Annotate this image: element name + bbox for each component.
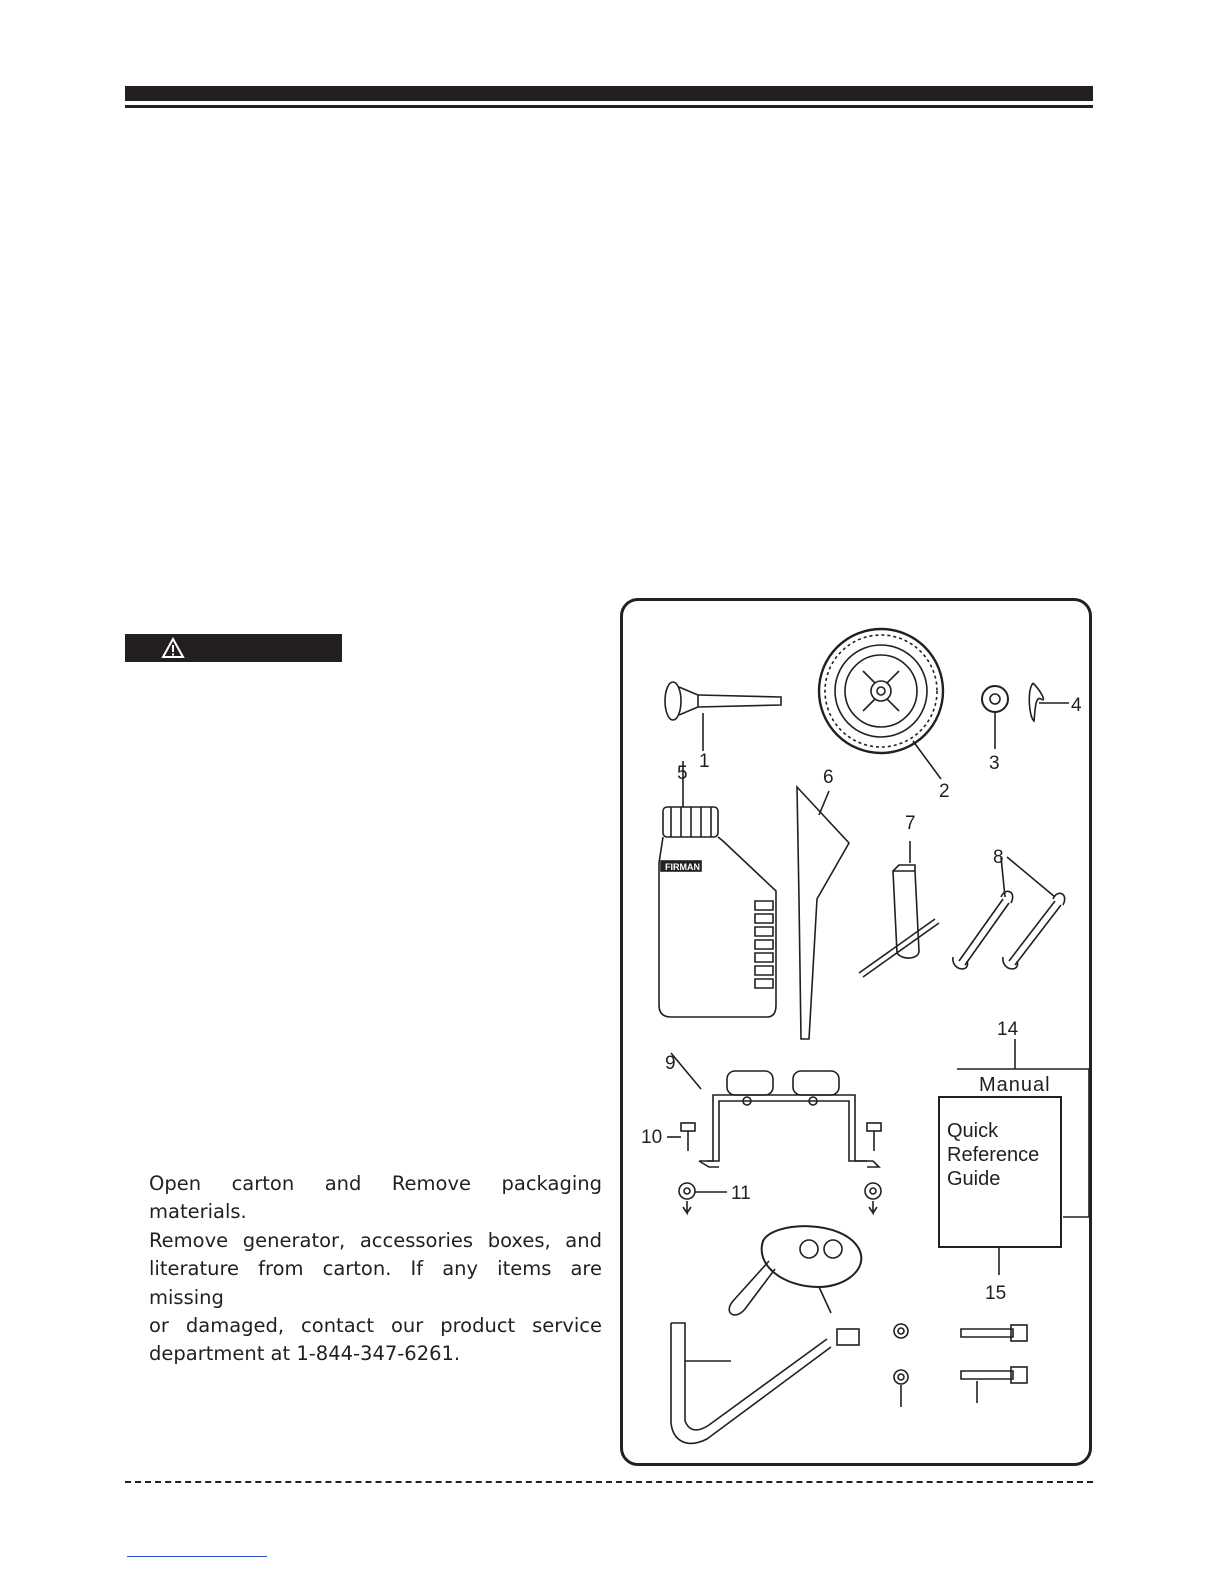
callout-8: 8 (993, 847, 1004, 868)
oil-bottle (659, 761, 776, 1017)
cotter-pin (1029, 683, 1069, 721)
callout-14: 14 (997, 1019, 1019, 1040)
bottle-brand-label: FIRMAN (665, 862, 700, 872)
header-rule-thin (125, 105, 1093, 108)
instruction-line: literature from carton. If any items are missing (149, 1257, 602, 1309)
guide-label-line: Guide (947, 1168, 1001, 1190)
callout-2: 2 (939, 781, 950, 802)
axle-pin (665, 682, 781, 751)
washer (982, 686, 1008, 749)
callout-15: 15 (985, 1283, 1007, 1304)
handle-tube (671, 1323, 859, 1443)
callout-11: 11 (731, 1183, 751, 1204)
callout-10: 10 (641, 1127, 663, 1148)
instruction-line: Open carton and Remove packaging materials. (149, 1172, 602, 1224)
callout-7: 7 (905, 813, 916, 834)
callout-1: 1 (699, 751, 710, 772)
small-hardware (894, 1324, 1027, 1407)
funnel (797, 787, 849, 1039)
unpacking-instructions (149, 1170, 602, 1369)
parts-diagram (623, 601, 1095, 1469)
open-end-wrenches (953, 857, 1065, 969)
bracket-nuts (679, 1183, 881, 1213)
wheel (819, 629, 943, 779)
warning-banner (125, 634, 342, 662)
instruction-line: department at 1-844-347-6261. (149, 1342, 461, 1366)
spark-plug-wrench (859, 841, 939, 977)
callout-6: 6 (823, 767, 834, 788)
parts-diagram-panel (620, 598, 1092, 1466)
guide-label-line: Quick (947, 1120, 999, 1142)
instruction-line: or damaged, contact our product service (149, 1314, 602, 1338)
manual-label: Manual (979, 1074, 1051, 1096)
footer-link-underline[interactable] (127, 1556, 267, 1557)
handle-bracket (671, 1053, 879, 1167)
footer-dashed-divider (125, 1481, 1093, 1483)
guide-label-line: Reference (947, 1144, 1040, 1166)
callout-3: 3 (989, 753, 1000, 774)
callout-4: 4 (1071, 695, 1082, 716)
callout-5: 5 (677, 763, 688, 784)
remote-key-fob (729, 1226, 861, 1315)
header-rule-thick (125, 86, 1093, 101)
instruction-line: Remove generator, accessories boxes, and (149, 1228, 602, 1252)
warning-triangle-icon (161, 637, 185, 659)
callout-9: 9 (665, 1053, 676, 1074)
